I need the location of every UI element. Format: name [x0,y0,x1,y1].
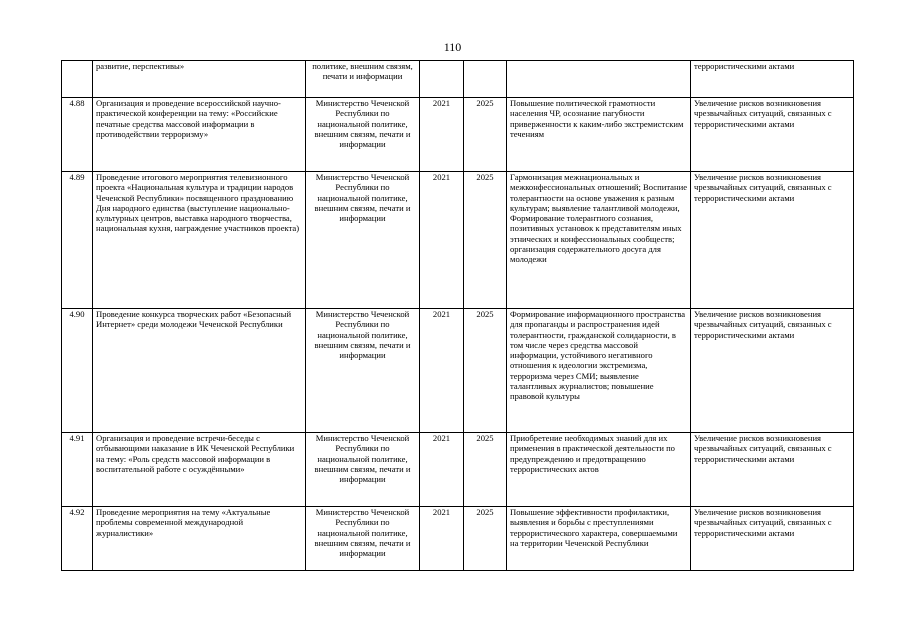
end-year: 2025 [464,309,507,433]
executor: Министерство Чеченской Республики по национальной политике, внешним связям, печати и информации [306,98,420,172]
row-number: 4.92 [62,507,93,571]
end-year: 2025 [464,172,507,309]
end-year [464,61,507,98]
risk: Увеличение рисков возникновения чрезвычайных ситуаций, связанных с террористическими актами [691,98,854,172]
risk: Увеличение рисков возникновения чрезвычайных ситуаций, связанных с террористическими актами [691,172,854,309]
expected-result: Формирование информационного пространства для пропаганды и распространения идей толерантности, гражданской солидарности, в том числе через средства массовой информации, устойчивого негативного отношения к идеологии экстремизма, терроризма через СМИ; выявление талантливых журналистов; повышение правовой культуры [507,309,691,433]
table-row [62,433,854,507]
table-row [62,98,854,172]
activity-name: Проведение конкурса творческих работ «Безопасный Интернет» среди молодежи Чеченской Республики [93,309,306,433]
risk: Увеличение рисков возникновения чрезвычайных ситуаций, связанных с террористическими актами [691,507,854,571]
table-row [62,172,854,309]
row-number [62,61,93,98]
executor: Министерство Чеченской Республики по национальной политике, внешним связям, печати и информации [306,172,420,309]
activity-name: развитие, перспективы» [93,61,306,98]
start-year: 2021 [420,433,464,507]
row-number: 4.89 [62,172,93,309]
start-year [420,61,464,98]
activity-name: Организация и проведение всероссийской научно-практической конференции на тему: «Российские печатные средства массовой информации в противодействии терроризму» [93,98,306,172]
expected-result: Приобретение необходимых знаний для их применения в практической деятельности по предупреждению и предотвращению террористических актов [507,433,691,507]
start-year: 2021 [420,172,464,309]
row-number: 4.90 [62,309,93,433]
executor: Министерство Чеченской Республики по национальной политике, внешним связям, печати и информации [306,309,420,433]
risk: террористическими актами [691,61,854,98]
executor: Министерство Чеченской Республики по национальной политике, внешним связям, печати и информации [306,433,420,507]
start-year: 2021 [420,98,464,172]
risk: Увеличение рисков возникновения чрезвычайных ситуаций, связанных с террористическими актами [691,433,854,507]
end-year: 2025 [464,507,507,571]
start-year: 2021 [420,309,464,433]
end-year: 2025 [464,433,507,507]
expected-result: Гармонизация межнациональных и межконфессиональных отношений; Воспитание толерантности на основе уважения к разным культурам; выявление талантливой молодежи, Формирование толерантного сознания, позитивных установок к представителям иных этнических и конфессиональных сообществ; организация содержательного досуга для молодежи [507,172,691,309]
expected-result [507,61,691,98]
expected-result: Повышение эффективности профилактики, выявления и борьбы с преступлениями террористического характера, совершаемыми на территории Чеченской Республики [507,507,691,571]
table-row [62,507,854,571]
executor: Министерство Чеченской Республики по национальной политике, внешним связям, печати и информации [306,507,420,571]
executor: политике, внешним связям, печати и информации [306,61,420,98]
end-year: 2025 [464,98,507,172]
page-number: 110 [443,40,462,54]
activity-name: Проведение мероприятия на тему «Актуальные проблемы современной международной журналистики» [93,507,306,571]
row-number: 4.91 [62,433,93,507]
activity-name: Проведение итогового мероприятия телевизионного проекта «Национальная культура и традиции народов Чеченской Республики» посвященного празднованию Дня народного единства (выступление национально-культурных центров, выставка народного творчества, национальная кухня, награждение участников проекта) [93,172,306,309]
row-number: 4.88 [62,98,93,172]
activities-table [61,60,854,571]
expected-result: Повышение политической грамотности населения ЧР, осознание пагубности приверженности к каким-либо экстремистским течениям [507,98,691,172]
activity-name: Организация и проведение встречи-беседы с отбывающими наказание в ИК Чеченской Республики на тему: «Роль средств массовой информации в воспитательной работе с осуждёнными» [93,433,306,507]
table-row [62,61,854,98]
risk: Увеличение рисков возникновения чрезвычайных ситуаций, связанных с террористическими актами [691,309,854,433]
table-row [62,309,854,433]
start-year: 2021 [420,507,464,571]
